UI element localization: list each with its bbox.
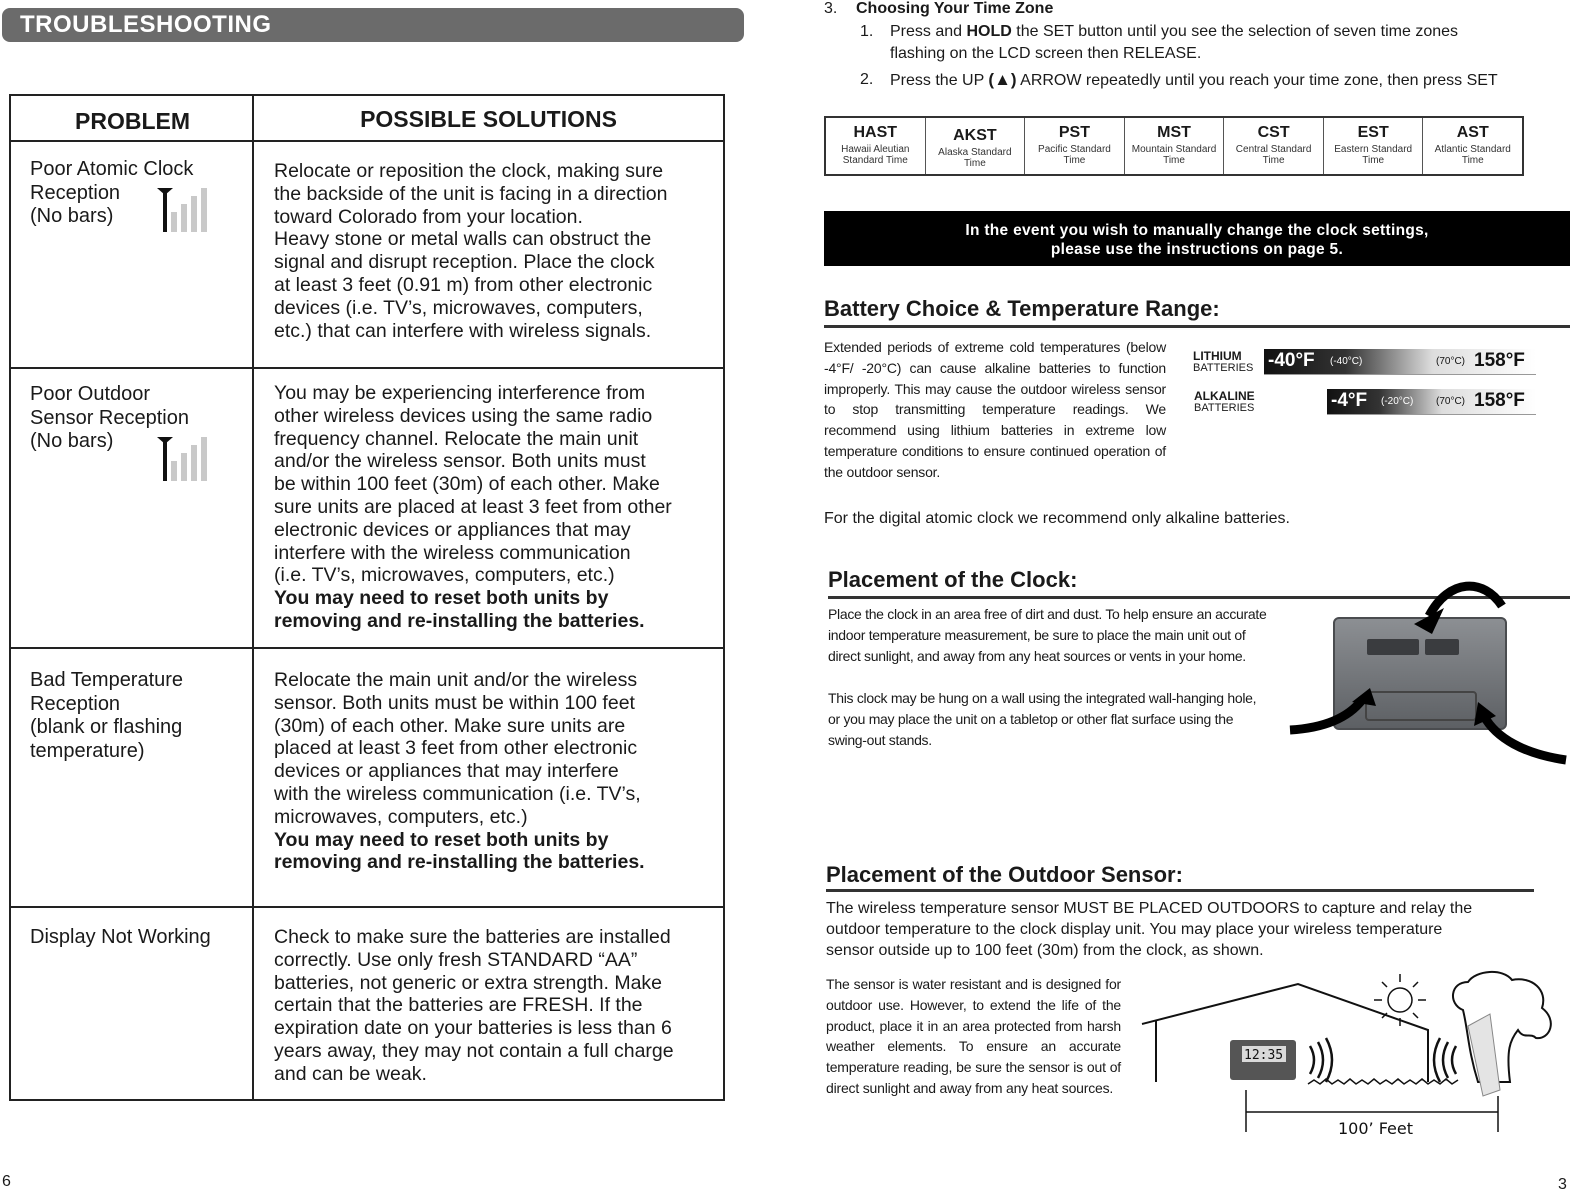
solution-cell: Relocate the main unit and/or the wireless sensor. Both units must be within 100 feet (30m) of each other. Make sure units are placed at least 3 feet from other electronic devices or appliances that may interfere with the wireless communication (i.e. TV’s, microwaves, computers, etc.) You may need to reset both units by removing and re-installing the batteries.	[274, 669, 645, 874]
svg-text:12:35: 12:35	[1244, 1048, 1284, 1063]
svg-text:100’ Feet: 100’ Feet	[1338, 1119, 1413, 1138]
timezone-cell: HAST Hawaii Aleutian Standard Time	[826, 118, 926, 174]
timezone-cell: MST Mountain Standard Time	[1125, 118, 1225, 174]
problem-cell: Bad Temperature Reception (blank or flashing temperature)	[30, 669, 184, 762]
signal-waves-icon	[1434, 1038, 1456, 1082]
solution-cell: Relocate or reposition the clock, making sure the backside of the unit is facing in a direction toward Colorado from your location. Heavy stone or metal walls can obstruct the signal and disrupt reception. Place the clock at least 3 feet (0.91 m) from other electronic devices (i.e. TV’s, microwaves, computers, etc.) that can interfere with wireless signals.	[274, 160, 668, 342]
signal-waves-icon	[1310, 1038, 1332, 1082]
page-number-left: 6	[2, 1173, 11, 1190]
alkaline-note: For the digital atomic clock we recommend only alkaline batteries.	[824, 510, 1290, 527]
page-number-right: 3	[1558, 1176, 1567, 1193]
table-row	[11, 649, 723, 908]
problem-cell: Display Not Working	[30, 926, 211, 948]
alkaline-label: ALKALINE BATTERIES	[1194, 389, 1255, 414]
header-problem: PROBLEM	[75, 108, 190, 134]
sensor-paragraph: The sensor is water resistant and is designed for outdoor use. However, to extend the life of the product, place it in an area protected from harsh weather elements. To ensure an accurate temperature reading, be sure the sensor is out of direct sunlight and away from any heat sources.	[826, 976, 1121, 1096]
table-row	[11, 908, 723, 1103]
section-rule	[824, 325, 1570, 328]
troubleshooting-banner: TROUBLESHOOTING	[2, 8, 744, 42]
clock-placement-text: Place the clock in an area free of dirt and dust. To help ensure an accurate indoor temperature measurement, be sure to place the main unit out of direct sunlight, and away from any heat sources or vents in your home. This clock may be hung on a wall using the integrated wall-hanging hole, or you may place the unit on a tabletop or other flat surface using the swing-out stands.	[828, 606, 1267, 748]
battery-section-title: Battery Choice & Temperature Range:	[824, 296, 1220, 321]
timezone-table	[824, 116, 1524, 176]
alkaline-range-bar: -4°F (-20°C) (70°C) 158°F	[1327, 389, 1536, 415]
problem-cell: Poor Outdoor Sensor Reception (No bars)	[30, 383, 189, 452]
timezone-cell: EST Eastern Standard Time	[1324, 118, 1424, 174]
table-header	[11, 96, 723, 142]
tree-icon	[1453, 972, 1551, 1082]
table-row	[11, 369, 723, 649]
timezone-cell: AST Atlantic Standard Time	[1434, 124, 1511, 166]
solution-cell: Check to make sure the batteries are installed correctly. Use only fresh STANDARD “AA” batteries, not generic or extra strength. Make certain that the batteries are FRESH. If the expiration date on your batteries is less than 6 years away, they may not contain a full charge and can be weak.	[274, 926, 674, 1085]
sun-icon	[1388, 988, 1412, 1012]
solution-cell: You may be experiencing interference from other wireless devices using the same radio frequency channel. Relocate the main unit and/or the wireless sensor. Both units must be within 100 feet (30m) of each other. Make sure units are placed at least 3 feet from other electronic devices or appliances that may interfere with the wireless communication (i.e. TV’s, microwaves, computers, etc.) You may need to reset both units by removing and re-installing the batteries.	[274, 382, 672, 632]
signal-bars-icon	[157, 186, 209, 232]
timezone-cell: AKST Alaska Standard Time	[926, 118, 1026, 174]
timezone-cell: PST Pacific Standard Time	[1025, 118, 1125, 174]
sensor-intro-text: The wireless temperature sensor MUST BE PLACED OUTDOORS to capture and relay the outdoor temperature to the clock display unit. You may place your wireless temperature sensor outside up to 100 feet (30m) from the clock, as shown.	[826, 900, 1473, 959]
troubleshooting-table	[9, 94, 725, 1101]
up-arrow-icon: (▲)	[988, 70, 1017, 89]
timezone-cell: CST Central Standard Time	[1224, 118, 1324, 174]
manual-settings-notice: In the event you wish to manually change the clock settings, please use the instructions on page 5.	[824, 211, 1570, 266]
table-row	[11, 142, 723, 369]
battery-paragraph: Extended periods of extreme cold temperatures (below -4°F/ -20°C) can cause alkaline batteries to function improperly. This may cause the outdoor wireless sensor to stop transmitting temperature readings. We recommend using lithium batteries in extreme low temperature conditions to ensure continued operation of the outdoor sensor.	[824, 339, 1166, 480]
stand-arrows-icon	[1284, 578, 1570, 766]
lithium-label: LITHIUM BATTERIES	[1193, 349, 1254, 374]
grass-icon	[1308, 1079, 1458, 1084]
sensor-placement-title: Placement of the Outdoor Sensor:	[826, 862, 1183, 887]
sensor-placement-diagram	[1138, 970, 1562, 1140]
lithium-range-bar: -40°F (-40°C) (70°C) 158°F	[1264, 349, 1536, 375]
header-solutions: POSSIBLE SOLUTIONS	[360, 106, 617, 132]
clock-placement-title: Placement of the Clock:	[828, 567, 1078, 592]
section-rule	[826, 889, 1534, 892]
problem-cell: Poor Atomic Clock Reception (No bars)	[30, 158, 194, 227]
signal-bars-icon	[157, 435, 209, 481]
